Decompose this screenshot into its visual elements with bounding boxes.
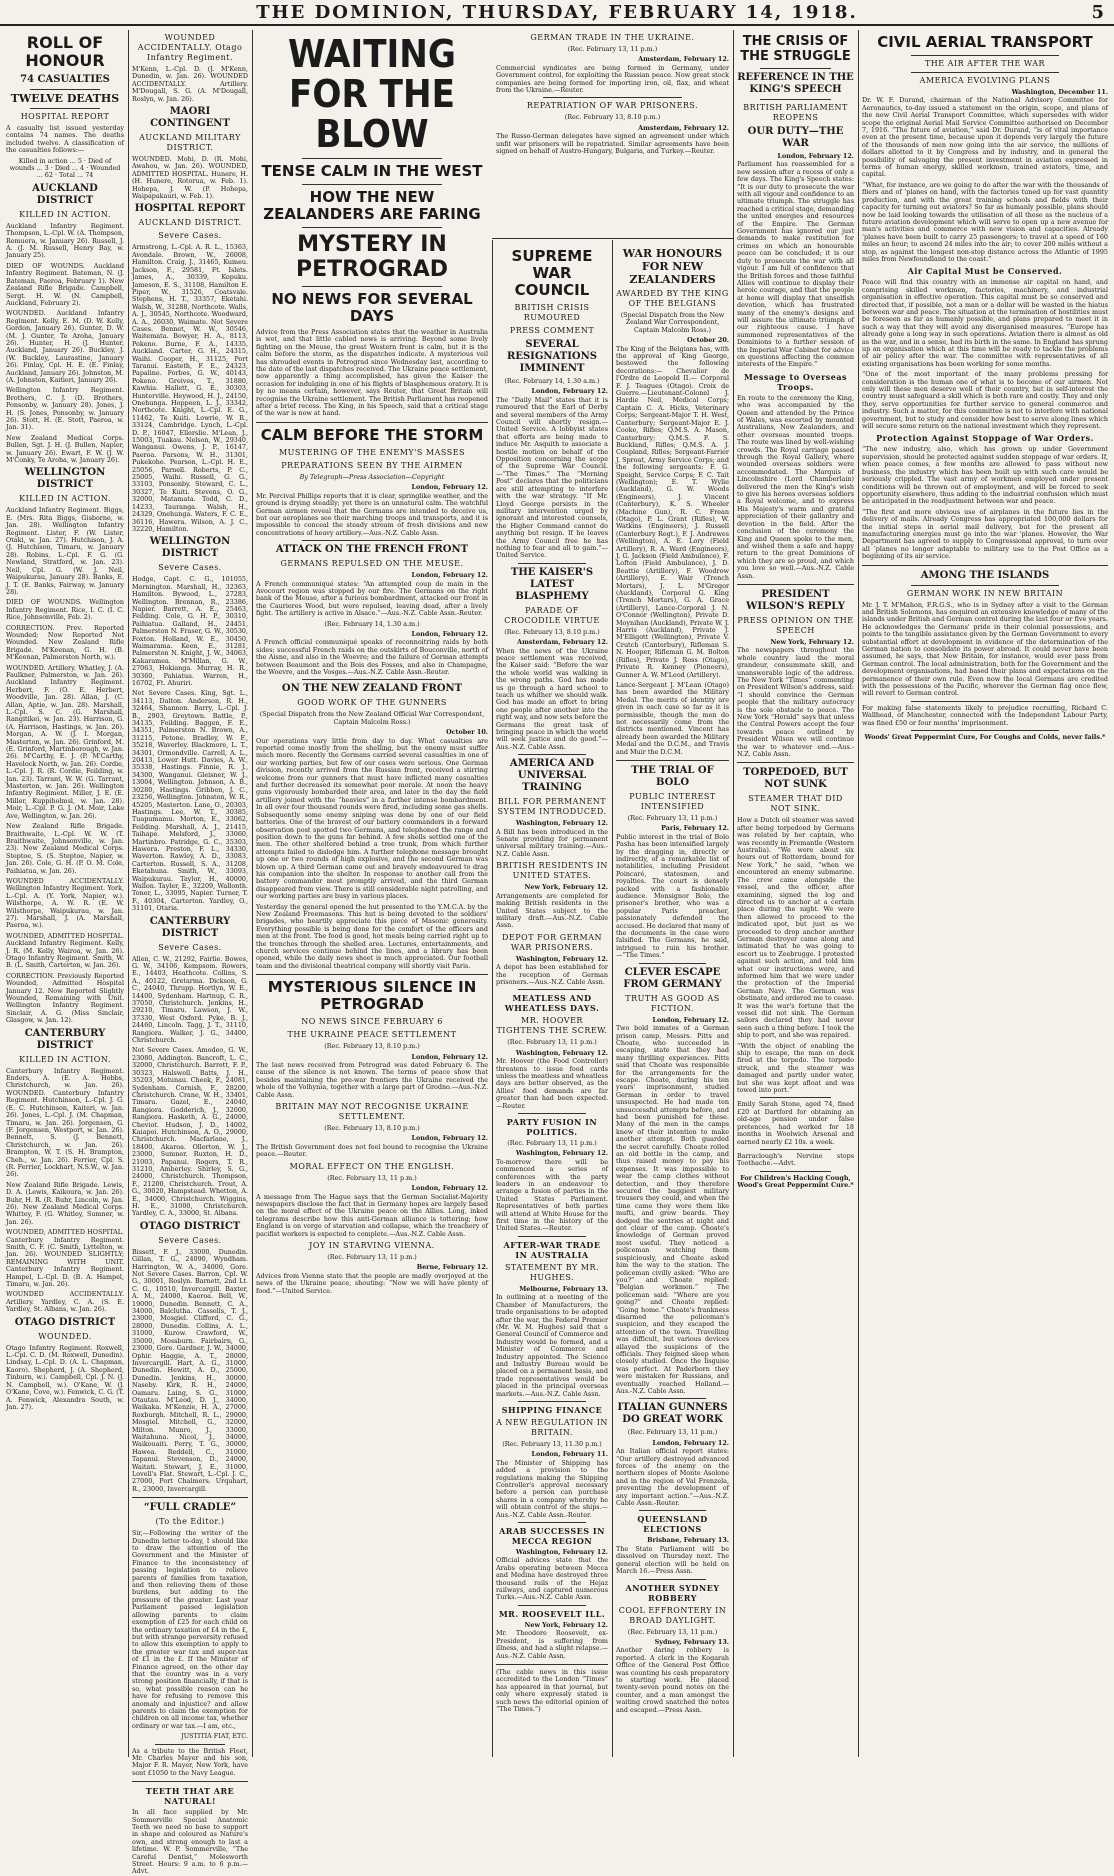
- article-text: Dr. W. F. Durand, chairman of the National Advisory Committee for Aeronautics, to-day issued a statement on the origin, scope, and plans of the new Civil Aerial Transport Committee, which supersedes with wider scope the original Aerial Mail Service Committee authorised on December 7, 1916. “The future of aviation,” said Dr. Durand, “is of vital importance even at the present time, because upon it depends very largely the future of the thousands of men now going into the air service, the millions of dollars allotted to it by Congress and by industry, and in general the possibility of salvaging the present investment in aviation expressed in terms of human energy, skilled workmen, trained aviators, time, and capital.: [862, 96, 1108, 179]
- dateline: Washington, February 12.: [515, 1548, 608, 1557]
- received-line: (Rec. February 13, 11 p.m.): [627, 1627, 718, 1636]
- article-text: En route to the ceremony the King, who was accompanied by the Queen and attended by the Prince of Wales, was escorted by mounted Australians, New Zealanders, and other overseas mounted troops. The route was lined by well-wishing crowds. The Royal carriage passed through the Royal Gallery, where wounded overseas soldiers were accommodated. The Marquis of Lincolnshire (Lord Chamberlain) delivered the men the King's wish to give his heroes overseas soldiers a Royal welcome, and to express His Majesty's warm and grateful appreciation of their gallantry and devotion in the field. After the conclusion of the ceremony the King and Queen spoke to the men, and wished them a safe and happy return to the great Dominions of which they are so proud, and which you love so well.—Aus.-N.Z. Cable Assn.: [737, 393, 854, 580]
- received-line: (Rec. February 13, 8.10 p.m.): [324, 1124, 420, 1133]
- article-text: Yesterday the general opened the hut presented to the Y.M.C.A. by the New Zealand Freemasons. This hut is being devoted to the soldiers' brigades, who heartily appreciate this piece of Masonic generosity. Everything possible is being done for the comfort of the officers and men at the front. The food is good, hot meals being carried right up to the trenches through the shelled area. Lectures, entertainments, and church services continue behind the lines, and a library has been opened, while the daily news sheet is much appreciated. Our football team and the divisional theatrical company will shortly visit Paris.: [256, 902, 488, 970]
- casualty-list: New Zealand Medical Corps. Bullen, Sgt. J. H. (J. Bullen, Napier, w. January 26). Ewart, F. W. (J. W. M'Conky, Te Aroha, w. January 26).: [6, 433, 124, 465]
- dateline: London, February 12.: [411, 1184, 488, 1193]
- subheadline: BILL FOR PERMANENT SYSTEM INTRODUCED.: [497, 797, 607, 817]
- column-rule: [612, 240, 613, 1757]
- received-line: (Rec. February 13, 8.10 p.m.): [504, 627, 600, 636]
- column-hospital-report: [132, 30, 248, 1876]
- headline: PRESIDENT WILSON'S REPLY: [746, 588, 845, 612]
- article-text: The State Parliament will be dissolved on Thursday next. The general election will be held on March 16.—Press Assn.: [616, 1544, 729, 1576]
- article-text: Peace will find this country with an immense air capital on hand, and comprising skilled workmen, factories, machinery, and industrial organisation in effective operation. This capital must be so conserved and directed that, if possible, not a man or a dollar will be wasted in the hiatus between war and peace. The situation at the termination of hostilities must be foreseen as far as humanly possible, and plans prepared to meet it in such a way that they will avoid any disorganised measures. “Europe has already gone a long way in such operations. Aviation there is almost as old as the war, and in a sense, had its birth in the same. In England has sprung up an organisation which at this time will be ready to tackle the problems of air policy after the war. The committee with representatives of all existing organisations has been working for some months.: [862, 278, 1108, 368]
- headline: AFTER-WAR TRADE IN AUSTRALIA: [503, 1239, 601, 1260]
- subheadline: THE AIR AFTER THE WAR: [924, 59, 1046, 68]
- article-text: A Bill has been introduced in the Senate providing for permanent universal military training.—Aus.-N.Z. Cable Assn.: [496, 827, 608, 858]
- received-line: (Rec. February 13, 11 p.m.): [567, 45, 658, 53]
- column-rule: [733, 30, 734, 1757]
- news-paragraph: For making false statements likely to prejudice recruiting, Richard C. Wallhead, of Manchester, connected with the Independent Labour Party, was fined £50 or four months' imprisonment.: [862, 703, 1108, 727]
- dateline: Melbourne, February 13.: [519, 1284, 608, 1293]
- headline: QUEENSLAND ELECTIONS: [637, 1514, 708, 1535]
- casualty-list: WOUNDED, ADMITTED HOSPITAL. Canterbury Infantry Regiment. Smith, C. F. (C. Smith, Lyttelton, w. Jan. 26). WOUNDED SLIGHTLY; REMAINING WITH UNIT. Canterbury Infantry Regiment. Hampel, L.-Cpl. D. (B. A. Hampel, Timaru, w. Jan. 26).: [6, 1228, 124, 1289]
- section-heading: WELLINGTON DISTRICT: [149, 536, 231, 560]
- subheadline: THE UKRAINE PEACE SETTLEMENT: [287, 1030, 457, 1040]
- casualty-list: Auckland Infantry Regiment. Biggs, E. (Mrs. Rita Biggs, Gisborne, w. Jan. 28). Wellington Infantry Regiment. Lister, F. (W. Lister, Otaki, w. Jan. 27). Hutchison, J. A. (J. Hutchison, Timaru, w. January 28). Robins, L.-Cpl. F. G. (G. Newland, Stratford, w. Jan. 23). Neil, Cpl. G. (W. J. Neil, Waipukurau, January 28). Banks, E. J. T. (E. Banks, Fairway, w. January 28).: [6, 506, 124, 596]
- dateline: London, February 12.: [531, 387, 608, 396]
- section-heading: WELLINGTON DISTRICT: [24, 467, 106, 491]
- dateline: London, February 12.: [411, 1134, 488, 1143]
- column-war-news: [256, 30, 488, 1757]
- hospital-list: Bissett, F. J., 33000, Dunedin. Gillan, T. G., 24090, Wyndham. Harrington, W. A., 34000, Gore. Not Severe Cases. Barron, Cpl. W. G., 30001, Roslyn. Barnett, 2nd Lt. C. G., 10510, Invercargill. Baxter, A. M., 24000, Kaeroa. Bell, W., 19000, Dunedin. Bennett, C. A., 34000, Balclutha. Cassells, T. J., 23000, Mosgiel. Clifford, C. G., 28000, Dunedin. Collins, A. L., 31000, Kurow. Crawford, W., 35000, Mossburn. Fairbairn, G., 23000, Gore. Gardner, J. W., 34000, Ophir. Haggie, A. T., 28000, Invercargill. Hart, A. G., 31000, Dunedin. Hewitt, A. D., 25000, Dunedin. Jenkins, H., 30000, Naseby. Kirk, R. H., 24000, Oamaru. Laing, S. G., 31000, Otautau. M'Leod, D. J., 34000, Waikaka. M'Kenzie, H. A., 27000, Roxburgh. Mitchell, R. L., 29000, Mosgiel. Mitchell, G., 32000, Milton. Munro, J., 33000, Waitahuna. Nicol, J., 34000, Waikouaiti. Perry, T. G., 30000, Hawea. Reddell, C., 31000, Tapanui. Stevenson, D., 24000, Waitati. Stewart, J. E., 31000, Lovell's Flat. Stewart, L.-Cpl. J. C., 27000, Port Chalmers. Urquhart, R., 23000, Invercargill.: [132, 1247, 248, 1493]
- headline: WAR HONOURS FOR NEW ZEALANDERS: [622, 247, 723, 286]
- dateline: Amsterdam, February 12.: [638, 123, 729, 132]
- dateline: Berne, February 12.: [416, 1263, 488, 1272]
- subheadline: GERMANS REPULSED ON THE MEUSE.: [280, 559, 464, 569]
- column-rule: [858, 30, 859, 1757]
- article-text: An Italian official report states: “Our artillery destroyed advanced forces of the enemy on the northern slopes of Monte Asolone and in the region of Val Frenzela, preventing the development of any important action.”—Aus.-N.Z. Cable Assn.-Reuter.: [616, 1447, 729, 1508]
- letter-headline: “FULL CRADLE”: [143, 1502, 237, 1514]
- section-heading: HOSPITAL REPORT: [134, 203, 246, 215]
- headline: CIVIL AERIAL TRANSPORT: [877, 33, 1093, 51]
- article-text: When the news of the Ukraine peace settlement was received, the Kaiser said: “Before the war the whole world was walking in the wrong paths. God has made us go through a hard school to teach us whither we should walk. God has made an effort to bring one people after another into the right way, and now sets before the Germans the great task of bringing peace in which the world will seek justice and do good.”—Aus.-N.Z. Cable Assn.: [496, 646, 608, 751]
- article-text: Official advices state that the Arabs operating between Mecca and Medina have destroyed three thousand rails of the Hejaz railways, and captured numerous Turks.—Aus.-N.Z. Cable Assn.: [496, 1556, 608, 1602]
- subheadline: HOSPITAL REPORT: [20, 112, 110, 121]
- subheadline: BRITISH PARLIAMENT REOPENS: [743, 103, 848, 122]
- received-line: (Rec. February 13, 11 p.m.): [327, 1252, 417, 1261]
- subheadline: BRITISH CRISIS RUMOURED: [514, 303, 590, 322]
- article-text: The Russo-German delegates have signed an agreement under which unfit war prisoners will be repatriated. Similar agreements have been signed on behalf of Austro-Hungary, Bulgaria, and Turkey.—Reuter.: [496, 132, 729, 156]
- subheadline: AWARDED BY THE KING OF THE BELGIANS: [616, 289, 729, 308]
- dispatch-note: (Special Dispatch from the New Zealand Official War Correspondent, Captain Malcolm Ross.): [259, 710, 485, 726]
- subheadline: MORAL EFFECT ON THE ENGLISH.: [289, 1161, 455, 1171]
- subheadline: JOY IN STARVING VIENNA.: [309, 1240, 435, 1250]
- column-crisis-of-struggle: [737, 30, 854, 1757]
- casualty-list: CORRECTION. Previously Reported Wounded, Admitted Hospital January 12. Now Reported Slightly Wounded, Remaining with Unit. Wellington Infantry Regiment. Sinclair, A. G. (Miss Sinclair, Glasgow, w. Jan. 12).: [6, 971, 124, 1025]
- casualty-list: CORRECTION. Prev. Reported Wounded; Now Reported Not Wounded. New Zealand Rifle Brigade. M'Keenan, G. H. (B. M'Keenan, Palmerston North, w.).: [6, 623, 124, 662]
- headline: CALM BEFORE THE STORM: [260, 425, 484, 444]
- received-line: (Rec. February 13, 11 p.m.): [627, 813, 718, 822]
- top-span-ukraine: [496, 30, 729, 236]
- main-headline: WAITING FOR THE BLOW: [288, 32, 456, 156]
- section-subheading: KILLED IN ACTION.: [19, 209, 111, 219]
- letter-text: Sir,—Following the writer of the Dunedin letter to-day, I should like to draw the attention of the Government and the Minister of Finance to the inconsistency of passing legislation to relieve parents of families from taxation, and then relieving them of those burdens, but adding to the pressure of the greater. Last year Parliament passed legislation allowing parents to claim exemption of £25 for each child on the ordinary taxation of £4 in the £, but with strange perversity refused to allow this exemption to apply to the greater war tax and super-tax of £1 in the £. If the Minister of Finance agreed, on the other day that the country was in a very strong position financially, if that is so, what possible reason can he have for refusing to remove this anomaly and injustice? and allow parents to claim the exemption for children on all income tax, whether ordinary or war tax.—I am, etc.,: [132, 1529, 248, 1730]
- casualty-list: WOUNDED. Mohi, D. (R. Mohi, Awahou, w. Jan. 26). WOUNDED, ADMITTED HOSPITAL. Hunere, H. (H. Hunere, Rotorua, w. Feb. 1). Hohepa, J. W. (P. Hohepa, Waipapakauri, w. Feb. 1).: [132, 155, 248, 201]
- dateline: London, February 11.: [531, 1450, 608, 1459]
- subheadline: COOL EFFRONTERY IN BROAD DAYLIGHT.: [618, 1605, 727, 1625]
- section-heading: CANTERBURY DISTRICT: [24, 1027, 106, 1051]
- letter-signature: JUSTITIA FIAT, ETC.: [181, 1732, 248, 1741]
- advertisement-text: In all face supplied by Mr. Sommerville Special Anatomic Teeth we need no base to support in shape and coloured as Nature's own, and strong enough to last a lifetime. W. P. Sommerville, “The Careful Dentist,” Molesworth Street. Hours: 9 a.m. to 6 p.m.—Advt.: [132, 1808, 248, 1876]
- headline: CLEVER ESCAPE FROM GERMANY: [623, 966, 722, 990]
- received-line: (Rec. February 13, 11 p.m.): [507, 1038, 597, 1047]
- section-heading: MAORI CONTINGENT: [150, 106, 230, 130]
- subheadline: MR. HOOVER TIGHTENS THE SCREW.: [496, 1016, 608, 1036]
- column-civil-aerial-transport: [862, 30, 1108, 1757]
- article-text: “What, for instance, are we going to do after the war with the thousands of fliers and of ‘planes on hand, with the factories tuned up for vast quantity production, and with the great training schools and fields with their capacity for turning out aviators? So far as humanly possible, plans should now be laid looking towards the utilisation of all these as the nucleus of a future aviation development which will serve to open up a new avenue for man's activities and commerce with new vision and capacities. Already ‘planes have been built to carry 25 passengers; to travel at a speed of 160 miles an hour; to ascend 24 miles into the air; to cover 200 miles without a stop, as against the longest non-stop distance across the Atlantic of 1995 miles from Newfoundland to the coast.”: [862, 180, 1108, 263]
- news-paragraph: As a tribute to the British Fleet, Mr. Charles Mayer and his son, Major F. R. Mayer, New York, have sent £1050 to the Navy League.: [132, 1746, 248, 1777]
- article-text: How a Dutch oil steamer was saved after being torpedoed by Germans was related by her captain, who was recently in Fremantle (Western Australia). “We were about six hours out of Rotterdam, bound for New York,” he said, “when we encountered an enemy submarine. The crew came alongside the vessel, and the officer, after examining, signed the log and directed us to anchor at a certain place during the night. We were then allowed to proceed to the indicated spot, but just as we proceeded to drop anchor another German destroyer came along and intimated that he was going to escort us to Zeebrugge. I protested against such action, and told him what our instructions were, and informed him that we were under the protection of the Imperial German Navy. The German was obstinate, and ordered me to cease. It was the war's fortune that the vessel did not sink. The German sailors declared they had never seen such a thing before. I took the ship to port, and she was repaired.: [737, 816, 854, 1040]
- article-text: “With the object of enabling the ship to escape, the man on deck fired at the torpedo. The torpedo struck, and the steamer was damaged and partly under water, but she was kept afloat and was towed into port.”: [737, 1041, 854, 1095]
- dateline: London, February 12.: [777, 152, 854, 160]
- casualty-list: New Zealand Rifle Brigade. Braithwaite, L.-Cpl. W. W. (T. Braithwaite, Johnsonville, w. Jan. 23). New Zealand Medical Corps. Steptoe, S. (S. Steptoe, Napier, w. Jan. 26). Cole, G. H. (P. O. M. Cole, Paihiatua, w. Jan. 26).: [6, 822, 124, 875]
- article-text: A French communiqué states: “An attempted coup de main in the Avocourt region was stopped by our fire. The Germans on the right bank of the Meuse, after a furious bombardment, attacked our front in the Caurieres Wood, but were repulsed, leaving dead, after a lively fight. The artillery is active in Alsace.”—Aus.-N.Z. Cable Assn.-Reuter.: [256, 579, 488, 618]
- subheadline: PREPARATIONS SEEN BY THE AIRMEN: [281, 460, 463, 470]
- subheadline: 74 CASUALTIES: [20, 74, 110, 85]
- column-war-honours: [616, 244, 729, 1757]
- subheadline: AMERICA EVOLVING PLANS: [919, 76, 1051, 85]
- headline: MYSTERIOUS SILENCE IN PETROGRAD: [267, 978, 477, 1014]
- dateline: London, February 12.: [411, 1052, 488, 1061]
- casualty-list: New Zealand Rifle Brigade. Lewis, D. A. (Lewis, Kaikoura, w. Jan. 26). Buhr, H. R. (R. Buhr, Lincoln, w. Jan. 26). New Zealand Medical Corps. Whittey, F. (G. Whitley, Sumner, w. Jan. 26).: [6, 1180, 124, 1226]
- section-rule: [492, 238, 733, 239]
- article-text: “One of the most important of the many problems pressing for consideration is the human one of what is to become of our airmen. Not only will these men deserve well of their country, but in self-interest the country must safeguard a skill which is both rare and costly. They and only they, serve opportunities for further service to general commerce and industry. Such a matter, for this committee is not to interfere with national government, but to study and consider how best to serve along lines which will secure some return on the national investment which they represent.: [862, 370, 1108, 431]
- section-heading: OTAGO DISTRICT: [139, 1220, 241, 1232]
- article-text: The “Daily Mail” states that it is rumoured that the Earl of Derby and several members of the Army Council will shortly resign.—United Service. A lobbyist states that efforts are being made to induce Mr. Asquith to associate a hostile motion on behalf of the Opposition concerning the scope of the Supreme War Council.—“The Times.” The “Morning Post” declares that the politicians are still attempting to interfere with the war strategy. “If Mr. Lloyd George persists in the military intervention urged by ignorant and interested counsels, the Higher Command cannot do anything but resign. If he leaves the Army Council free he has nothing to fear and all to gain.”—United Service.: [496, 395, 608, 560]
- subheadline: DEPOT FOR GERMAN WAR PRISONERS.: [502, 932, 602, 952]
- section-subheading: Severe Cases.: [158, 231, 222, 241]
- section-heading: Air Capital Must be Conserved.: [907, 266, 1063, 277]
- headline: TORPEDOED, BUT NOT SUNK: [743, 767, 848, 791]
- masthead-title: THE DOMINION, THURSDAY, FEBRUARY 14, 1918.: [256, 2, 858, 23]
- received-line: (Rec. February 13, 11 p.m.): [507, 1139, 597, 1147]
- column-rule: [128, 30, 129, 1757]
- subheadline: TRUTH AS GOOD AS FICTION.: [625, 993, 720, 1013]
- dateline: London, February 12.: [411, 483, 488, 492]
- headline: MEATLESS AND WHEATLESS DAYS.: [504, 993, 600, 1014]
- advertisement-text: For Children's Hacking Cough, Wood's Great Peppermint Cure.*: [737, 1173, 854, 1190]
- subheadline: PRESS OPINION ON THE SPEECH: [737, 615, 854, 635]
- dateline: Washington, February 12.: [515, 954, 608, 963]
- section-subheading: Severe Cases.: [158, 942, 222, 952]
- article-text: A casualty list issued yesterday contains 74 names. The deaths included twelve. A classification of the casualties follows:—: [6, 124, 124, 155]
- copyright-line: By Telegraph—Press Association—Copyright: [299, 472, 445, 481]
- masthead: [0, 0, 1114, 26]
- column-rule: [252, 30, 253, 1757]
- section-heading: CANTERBURY DISTRICT: [149, 915, 231, 939]
- headline: GERMAN TRADE IN THE UKRAINE.: [530, 33, 695, 42]
- headline: THE KAISER'S LATEST BLASPHEMY: [510, 566, 594, 602]
- dateline: Washington, February 12.: [515, 1149, 608, 1158]
- column-supreme-war-council: [496, 244, 608, 1757]
- article-text: Advices from Vienna state that the people are madly overjoyed at the news of the Ukraine peace, shouting: “Now we will have plenty of food.”—United Service.: [256, 1271, 488, 1295]
- letter-subheading: (To the Editor.): [155, 1517, 225, 1527]
- headline: TENSE CALM IN THE WEST: [261, 162, 483, 180]
- hospital-list: Armstrong, L.-Cpl. A. R. L., 15363, Avondale. Brown, W., 26008, Hamilton. Craig, J., 31465, Kumeu. Jackson, F., 29581, Ft. Islets. James, A., 30339, Kopuku. Jameson, E. S., 31108, Hamilton E. Piper, W., 31526, Coatsvale. Stephens, H. T., 33357, Eketahi. Walsh, W., 31288, Northcote. Walls, A. J., 30545, Northcote. Woodward, A. A., 26030, Waimate. Not Severe Cases. Bennet, W. W., 30546, Waitemata. Bowyer, H. A., 8113, Pokeno. Burne, F. A., 14335, Auckland. Carter, G. H., 24315, Waihi. Cooper, H., 31125, Port Taranui. Easteth, F. E., 24323, Papaline. Forbes, G. W., 40143, Pokeno. Greives, T., 31880, Kawhia. Hallett, G. E., 30303, Hunterville. Heywood, H. J., 24150, Onehunga. Hoppeen, L. J., 33342, Northcote. Knight, L.-Cpl. E. G., 11462, Te Kuiti. Lowrie, W. R., 33124, Cambridge. Lynch, L.-Cpl. D. P., 16047, Ellerslie. M'Lean, J., 15003, Tuakau. Nelson, W., 29340, Wanganui. Owens, J. P., 16147, Paeroa. Parsons, W. H., 31301, Pukekohe. Pearson, L.-Cpl. H. E., 25056, Parnell. Roberts, P. C., 25005, Waihi. Russell, G. G., 33103, Ponsonby. Steward, C. L., 30327, Te Kuiti. Stevens, O. G., 32000, Matamata. Todd, C. D., 14233, Tauranga. Walsh, H., 24329, Onehunga. Waters, F. C. E., 36116, Hawera. Wilson, A. J. C., 32220, Hamilton.: [132, 243, 248, 533]
- article-text: To-morrow there will be commenced a series of conferences with the party leaders in an endeavour to arrange a fusion of parties in the United States Parliament. Representatives of both parties will attend at White House for the first time in the history of the United States.—Reuter.: [496, 1157, 608, 1233]
- article-text: The last news received from Petrograd was dated February 6. The cause of the silence is not known. The terms of peace show that besides maintaining the pre-war frontiers the Ukraine received the whole of the Volhynia, together with a large part of Grodno.—Aus.-N.Z. Cable Assn.: [256, 1061, 488, 1099]
- subheadline: GERMAN WORK IN NEW BRITAIN: [906, 588, 1064, 598]
- casualty-list: WOUNDED. Auckland Infantry Regiment. Kelly, E. M. (D. W. Kelly, Gordon, January 26). Gunter, D. W. (M. J. Gunter, Te Aroha, January 26). Hunter, H. (J. Hunter, Auckland, January 26). Buckley, J. (W. Buckley, Laurastine, January 26). Finlay, Cpl. H. E. (E. Finlay, Auckland, January 26). Johnston, M. (A. Johnston, Kaitieri, January 26).: [6, 309, 124, 384]
- dateline: London, February 12.: [411, 629, 488, 638]
- article-text: The newspapers throughout the whole country laud the moral grandeur, consummate skill, and unanswerable logic of the address. The New York “Times” commenting on President Wilson's address, said: “I should convince the German people that the military autocracy is the sole obstacle to peace. The New York “Herald” says that unless the Central Powers accept the four towards peace outlined by President Wilson we will continue the war to whatever end.—Aus.-N.Z. Cable Assn.: [737, 646, 854, 759]
- headline: ARAB SUCCESSES IN MECCA REGION: [499, 1526, 605, 1547]
- dateline: New York, February 12.: [524, 883, 608, 892]
- received-line: (Rec. February 14, 1.30 a.m.): [324, 619, 420, 628]
- advertisement-text: Barraclough's Nervine stops Toothache.—Advt.: [737, 1151, 854, 1168]
- casualty-list: WOUNDED ACCIDENTALLY. Artillery. Yardley, C. A. (S. E. Yardley, St. Albans, w. Jan. 26).: [6, 1290, 124, 1314]
- advertisement-text: Woods' Great Peppermint Cure, For Coughs and Colds, never fails.*: [864, 733, 1106, 742]
- article-text: “The first and more obvious use of airplanes in the future lies in the delivery of mails. Already Congress has appropriated 100,000 dollars for the initial steps in aerial mail delivery, but for the present all manufacturing energies must go into the war ‘planes. However, the War Department has agreed to supply to Congressional approval, to turn over all ‘planes no longer adaptable to military use to the Post Office as a beginning of its air service.: [862, 507, 1108, 561]
- article-text: A French official communiqué speaks of reconnoitring raids by both sides; successful French raids on the outskirts of Bouconville, north of the Aisne, and also in the Woevre; and the failure of German attempts between Beaumont and the Bois des Fosses, and also in Champagne, the Woevre, and the Vosges.—Aus.-N.Z. Cable Assn.-Reuter.: [256, 638, 488, 676]
- column-roll-of-honour: [6, 30, 124, 1757]
- headline: ANOTHER SYDNEY ROBBERY: [625, 1582, 720, 1603]
- column-rule: [492, 240, 493, 1757]
- article-text: Our operations vary little from day to day. What casualties are reported come mostly from the shelling, but the enemy must suffer much more. Recently the Germans carried several casualties in one of our working parties, but few of our cases were serious. One German division, recently arrived from the Russian front, received a stirring welcome from our gunners that must have inflicted many casualties and further decreased its somewhat poor morale. At noon the heavy guns vigorously bombarded their area, and later in the day the field artillery joined with the “heavies” in a further intense bombardment. In all over four thousand rounds were fired, including some gas shells. Subsequently some enemy sniping was done by one of our field batteries. One of the bravest of our battery commanders in a forward observation post spotted two Germans, and telephoned the range and position down to the guns far behind. A few shells settled one of the men. The other sheltered behind a tree trunk, from which further attempts failed to dislodge him. A further telephone message brought up one or two rounds of high explosive, and the second German was blown up. A third German came out and bravely endeavoured to drag his companion into the shelter. In response to another call from the battery commander most promptly arrived, and the third German disappeared from view. There is still considerable night patrolling, and our working parties are busy in various places.: [256, 736, 488, 901]
- subheadline: PRESS COMMENT: [509, 326, 595, 335]
- article-text: Public interest in the trial of Bolo Pasha has been intensified largely by the dragging in, directly or indirectly, of a remarkable list of notabilities, including President Poincaré, statesmen, and royalties. The court is densely packed with a fashionable audience. Monsignor Bolo, the prisoner's brother, who was a popular Paris preacher, passionately defended the accused. He declared that many of the documents in the case were falsified. The Germans, he said, intrigued to ruin his brother.—“The Times.”: [616, 832, 729, 960]
- received-line: (Rec. February 13, 11 p.m.): [327, 1173, 417, 1182]
- page-number: 5: [1091, 2, 1104, 23]
- casualty-list: Wellington Infantry Regiment. Brothers, C. J. (D. Brothers, Ponsonby, w. January 28). Jones, J. H. (S. Jones, Ponsonby, w. January 26). Stott, H. (E. Stott, Paeroa, w. Jan. 31).: [6, 386, 124, 432]
- dateline: London, February 12.: [652, 1438, 729, 1447]
- headline: AMONG THE ISLANDS: [920, 569, 1050, 581]
- casualty-tally: Killed in action ... 5 · Died of wounds ... 3 · Died ... 4 · Wounded ... 62 · Total ... 74: [9, 156, 121, 180]
- headline: ITALIAN GUNNERS DO GREAT WORK: [617, 1402, 728, 1426]
- subheadline: GOOD WORK OF THE GUNNERS: [297, 698, 447, 708]
- article-text: Lance-Sergeant J. M'Lean (Otago) has been awarded the Military Medal. The merits of identity are given in each case so far as it is permissible, though the men do not necessarily come from the districts mentioned. Vincent has already been awarded the Military Medal and the D.C.M., and Travis and Muir the D.C.M.: [616, 680, 729, 756]
- article-text: Mr. Percival Phillips reports that it is clear, springlike weather, and the ground is drying steadily; yet there is an unnatural calm. The watchful German airmen reveal that the Germans are intended to deceive us, but our aeroplanes see their marching troops and transports, and it is impossible to conceal the steady stream of fresh divisions and new concentrations of heavy artillery.—Aus.-N.Z. Cable Assn.: [256, 491, 488, 537]
- hospital-list: Allen, C. W., 21292, Fairlie. Bowes, G. W., 34106, Kempsom. Rowers, E., 14403, Heathcote. Collins, S. A., 40122, Gretarma. Dickson, G. C., 24040, Thrupp. Hortlyn, W. E., 14400, Sydenham. Hartnup, C. R., 37050, Christchurch. Jenkins, H., 29210, Timaru. Lawson, J. W., 37330, West Oxford. Pyke, B. J., 24460, Lincoln. Tagg, J. T., 31110, Rangiora. Walker, J. G., 34400, Christchurch.: [132, 954, 248, 1045]
- article-text: Parliament has reassembled for a new session after a recess of only a few days. The King's Speech states: “It is our duty to prosecute the war with all vigour and confidence to an ultimate triumph. The struggle has reached a critical stage, demanding the united energies and resources of the Empire. The German Government has ignored our just demands to make restitution for crimes on which an honourable peace can be concluded; it is our duty to prosecute the war with all vigour. I am full of confidence that the British forces and those faithful Allies will continue to display their heroic courage, and that the people at home will display that unselfish devotion, which has frustrated many of the enemy's designs and will assure the ultimate triumph of our righteous cause. I have summoned representatives of the Dominions to a further session of the Imperial War Cabinet for advice on questions affecting the common interests of the Empire.”: [737, 160, 854, 369]
- dateline: Paris, February 12.: [661, 824, 729, 833]
- headline: SHIPPING FINANCE: [501, 1404, 603, 1415]
- dateline: Washington, December 11.: [1011, 88, 1108, 96]
- article-text: A message from The Hague says that the German Socialist-Majority newspapers disclose the fact that in Germany hopes are largely based on the moral effect of the Ukraine peace on the Allies. Long, inked telegrams describe how this anti-German alliance is tottering; how England is on verge of starvation and collapse, which the treachery of pacifist workers is expected to complete.—Aus.-N.Z. Cable Assn.: [256, 1192, 488, 1238]
- section-heading: AUCKLAND DISTRICT: [32, 182, 98, 206]
- hospital-list: Not Severe Cases. Amodeo, G. W., 23080, Addington. Bancroft, L. C., 32000, Christchurch. Barrett, F. P., 30323, Halswell. Batts, J. H., 35203, Motunau. Cheek, F., 24081, Sydenham. Cornish, F., 28200, Christchurch. Crane, W. H., 33401, Timaru. Gazel, E., 24040, Rangiora. Godderich, J., 32000, Rangiora. Hasketh, A. G., 24000, Cheviot. Hudson, J. D., 14002, Kaiapoi. Hutchinson, A. O., 29000, Christchurch. Macfarlane, J., 18400, Akaroa. Ollerton, W. J., 23000, Sumner. Ruxton, H. D., 21003, Papanui. Rogers, T. R., 31210, Amberley. Shirley, S. G., 24000, Christchurch. Thompson, F., 21200, Christchurch. Trout, A. G., 30020, Hampstead. Whetton, A. E., 34000, Christchurch. Wiggins, H. E., 31000, Christchurch. Yardley, C. A., 33000, St. Albans.: [132, 1046, 248, 1218]
- casualty-list: Canterbury Infantry Regiment. Enders, A. (E. A. Hobbs, Christchurch, w. Jan. 26). WOUNDED. Canterbury Infantry Regiment. Hutchinson, L.-Cpl. J. G. (E. C. Hutchinson, Kaiteri, w. Jan. 26). Jones, L.-Cpl. J. (M. Chapman, Timaru, w. Jan. 26). Jorgensen, G. (F. Jorgensen, Westport, w. Jan. 26). Bennett, S. (J. Bennett, Christchurch, w. Jan. 26). Brampton, W. T. (S. H. Brampton, Cheh., w. Jan. 26). Ferrier, Cpl. S. (R. Ferrier, Lockhart, N.S.W., w. Jan. 26).: [6, 1066, 124, 1179]
- dateline: Washington, February 12.: [515, 1048, 608, 1057]
- section-heading: OTAGO DISTRICT: [14, 1316, 116, 1328]
- hospital-list: Hodge, Capt. C. G., 101055, Mornington. Marshall, H., 32363, Hamilton. Bywood, L., 27283, Wellington. Brennan, R., 23386, Napier. Barrett, A. E., 25463, Feilding. Cole, G. H. P., 30310, Paihiatua. Galland, H., 24451, Palmerston N. Fraser, G. W., 30530, Foxton. Holland, W. E., 30450, Waimarama. Keen, E., 31281, Palmerston N. Knight, J. W., 34063, Kakaramea. M'Millan, G. W., 27063, Hokianga. Murray, H. R., 30360, Pahiatua. Warren, H., 16702, Ft. Ahuriri.: [132, 575, 248, 687]
- subheadline: PUBLIC INTEREST INTENSIFIED: [629, 791, 716, 811]
- subheadline: NO NEWS SINCE FEBRUARY 6: [301, 1017, 443, 1027]
- headline: PARTY FUSION IN POLITICS.: [506, 1117, 598, 1137]
- article-text: The King of the Belgians has, with the approval of King George, bestowed the following decorations:— Chevalier de l'Ordre de Leopold II.— Corporal F. J. Teagues (Otago). Croix de Guerre.—Lieutenant-Colonel J. Hardie Neil, Medical Corps; Captain C. A. Hicks, Veterinary Corps; Sergeant-Major T. H. West, Canterbury; Sergeant-Major E. J. Cooke, Rifles; Q.M.S. A. Mason, Canterbury; Q.M.S. F. S. Buckland, Rifles; Q.M.S. A. J. Coupland, Rifles; Sergeant-Farrier J. Sproat, Army Service Corps; and the following sergeants: F. G. Speight, Service Corps; F. C. Tait (Wellington); E. T. Wylie (Auckland), G. W. Woods (Engineers), J. Vincent (Canterbury), K. S. Wheeler (Machine Gun), R. C. Frean (Otago), P. L. Grant (Rifles), W. Watkins (Engineers), J. Russell (Canterbury Regt.), F. J. Andrewes (Wellington), A. E. Lory (Field Artillery), R. A. Ward (Engineers), J. G. Jackson (Field Ambulance), F. Lofton (Field Ambulance), J. D. Beattie (Artillery), F. Woodrow (Artillery), E. Wair (Trench Mortars), J. L. M'Gregor (Auckland), Corporal G. King (Trench Mortars), G. A. Grace (Artillery), Lance-Corporal J. N. O'Connor (Wellington), Private D. Moynihan (Auckland), Private W. J. Harris (Auckland), Private J. M'Elligott (Wellington), Private V. Crutch (Canterbury), Rifleman S. N. Hooper, Rifleman G. M. Bolton (Rifles), Private J. Ross (Otago), Private R. Kenney (Pioneers), Gunner A. W. M'Leod (Artillery).: [616, 344, 729, 679]
- subheadline: STATEMENT BY MR. HUGHES.: [504, 1262, 600, 1282]
- headline: REPATRIATION OF WAR PRISONERS.: [526, 101, 699, 111]
- dateline: New York, February 12.: [524, 1620, 608, 1629]
- subheadline: REFERENCE IN THE KING'S SPEECH: [737, 72, 854, 95]
- article-text: Another daring robbery is reported. A clerk in the Kogarah Office of the General Post Office was counting his cash preparatory to starting work. He placed twenty-seven pound notes on the counter, and a man amongst the waiting crowd snatched the notes and escaped.—Press Assn.: [616, 1646, 729, 1714]
- subheadline: BRITAIN MAY NOT RECOGNISE UKRAINE SETTLEMENT.: [275, 1102, 469, 1122]
- dateline: Amsterdam, February 12.: [638, 55, 729, 64]
- article-text: Two bold inmates of a German prison camp, Messrs. Pitts and Choate, who succeeded in escaping, state that they had many thrilling experiences. Pitts said that Choate was responsible for the arrangements for the escape. Choate, during his ten years' imprisonment, studied German in order to travel unsuspected. He had made ten unsuccessful attempts before, and had been punished for these. Many of the men in the camps knew of their intention to make another attempt. Both guarded the secret carefully. Choate rolled an old bottle in the camp, and thus raised money to pay his expenses. It was impossible to wear the camp clothes without detection, and they therefore secured the baggiest military trousers they could, and when the time came they wore them like mufti, and grew beards. They dodged the sentries at night and got clear of the camp. Choate's knowledge of German proved most useful. They noticed a policeman watching them suspiciously, and Choate asked him the way to the station. The policeman civilly asked: “Who are you?” and Choate replied: “Belgian workmen.” The policeman said: “Where are you going?” and Choate replied: “Going home.” Choate's frankness disarmed the policeman's suspicion, and they escaped the attention of the town. Travelling was difficult, but various devices allayed the suspicions of the officials. They feigned sleep when closely studied. Once the lisguise was perfect. At Paderborn they were mistaken for Russians, and eventually reached Holland.—Aus.-N.Z. Cable Assn.: [616, 1024, 729, 1395]
- article-text: In outlining at a meeting of the Chamber of Manufacturers, the trade organisations to be adopted after the war, the Federal Premier (Mr. W. M. Hughes) said that a General Council of Commerce and Industry would be formed, and a Minister of Commerce and Industry appointed. The Science and Industry Bureau would be placed on a permanent basis, and trade representatives would be placed in the principal overseas markets.—Aus.-N.Z. Cable Assn.: [496, 1293, 608, 1398]
- casualty-list: WOUNDED, ADMITTED HOSPITAL. Auckland Infantry Regiment. Kelly, J. R. (M. Kelly, Wairoa, w. Jan. 26). Otago Infantry Regiment. Smith, W. B. (L. Smith, Carterton, w. Jan. 26).: [6, 931, 124, 970]
- article-text: The British Government does not feel bound to recognise the Ukraine peace.—Reuter.: [256, 1142, 488, 1159]
- headline: THE CRISIS OF THE STRUGGLE: [740, 34, 851, 64]
- dispatch-note: (Special Dispatch from the New Zealand War Correspondent, Captain Malcolm Ross.): [620, 311, 725, 334]
- headline: NO NEWS FOR SEVERAL DAYS: [271, 290, 473, 325]
- casualty-list: DIED OF WOUNDS. Auckland Infantry Regiment. Bateman, N. (J. Bateman, Paeroa, February 1). New Zealand Rifle Brigade. Campbell, Sergt. H. W. (N. Campbell, Auckland, February 2).: [6, 261, 124, 307]
- casualty-list: WOUNDED. Artillery. Whatley, J. (A. Faulkner, Palmerston, w. Jan. 26). Auckland Infantry Regiment. Herbert, F. (O. E. Herbert, Woodville, Jan. 28). Allan, J. (C. Allan, Aptie, w. Jan. 28). Marshall, L.-Cpl. S. C. (G. Marshall, Rangitikei, w. Jan. 23). Harrison, G. (A. Harrison, Hastings, w. Jan. 26). Morgan, A. W. (J. I. Morgan, Masterton, w. Jan. 26). Grinford, M. (E. Grinford, Martinborough, w. Jan. 26). M'Carthy, E. J. (P. M'Carthy, Havelock North, w. Jan. 26). Cordie, L.-Cpl. J. R. (R. Cordie, Feilding, w. Jan. 23). Tarrant, W. W. (G. Tarrant, Masterton, w. Jan. 26). Wellington Infantry Regiment. Miller, J. E. (E. Miller, Kuppiholmsl, w. Jan. 28). Moir, L.-Cpl. P. G. J. (M. Moir, Lake Ave, Wellington, w. Jan. 26).: [6, 663, 124, 820]
- section-subheading: KILLED IN ACTION.: [19, 1054, 111, 1064]
- article-text: Arrangements are completed for making British residents in the United States subject to the military draft.—Aus.-N.Z. Cable Assn.: [496, 891, 608, 930]
- hospital-list: Not Severe Cases. King, Sgt. L., 34113, Dalton. Anderson, R. H., 32464, Shannon. Barry, L.-Cpl. J. B., 2903, Greytown. Battle, P., 34135, Feilding. Baggen, F. E., 34351, Palmerston N. Brown, A., 31215, Petone. Bradley, W. F., 35218, Waverley. Blackmore, L. T., 34301, Ormondville. Carrell, A. L., 20413, Lower Hutt. Davies, A. W., 35338, Hastings. Finnie, R. J., 34300, Wanganui. Gleisner, W. J., 13004, Wellington. Johnson, A. B., 30280, Hastings. Gribben, J. C., 23256, Wellington. Johnston, W. R., 45205, Masterton. Lane, O., 20303, Hastings. Lee, W. T., 30385, Tuapumamu. Morton, E., 33062, Feilding. Marshall, A. J., 21415, Taihape. Melsford, J., 33060, Martinbro. Patridge, G. C., 35303, Hawera. Preston, F. L., 34330, Waverton. Rawley, A. D., 33083, Carterton. Russell, S. A., 31208, Eketahuna. Smith, W., 33093, Waipukurau. Taylor, H., 40000, Wallon. Tayler, E., 32209, Wallonth. Toner, L., 33095, Napier. Turner, T. F., 40304, Carterton. Yardley, O., 31101, Otaria.: [132, 689, 248, 913]
- subheadline: MUSTERING OF THE ENEMY'S MASSES: [278, 447, 466, 457]
- headline: ATTACK ON THE FRENCH FRONT: [275, 544, 469, 556]
- casualty-list: Auckland Infantry Regiment. Thompson, L.-Cpl. W. (A. Thompson, Remuera, w. January 26). Russell, J. A. (J. M. Russell, Henry Bay, w. January 25).: [6, 221, 124, 260]
- headline: MR. ROOSEVELT ILL.: [498, 1608, 606, 1619]
- section-subheading: AUCKLAND DISTRICT.: [138, 218, 242, 228]
- casualty-list: WOUNDED ACCIDENTALLY. Wellington Infantry Regiment. York, L.-Cpl. A. (Y. York, Napier, w.). Wilsthorpe, A. W. R. (E. W. Wilsthorpe, Waipukurau, w. Jan. 27). Marshall, J. (A. Marshall, Paeroa, w.).: [6, 876, 124, 930]
- received-line: (Rec. February 13, 11 p.m.): [627, 1428, 718, 1437]
- article-text: “The new industry, also, which has grown up under Government supervision, should be protected against sudden stoppage of war orders. If, when peace comes, a few months are allowed to pass without new business, the industry which has been built up with such care would be seriously crippled. The vast army of workmen employed under present conditions will be thrown out of employment, and will be forced to seek opportunity elsewhere, thus adding to the industrial confusion which must be anticipated in the readjustment between war and peace.: [862, 445, 1108, 506]
- headline: ROLL OF HONOUR: [25, 33, 105, 70]
- advertisement-heading: TEETH THAT ARE NATURAL!: [145, 1786, 235, 1807]
- section-heading: Protection Against Stoppage of War Orders.: [876, 433, 1094, 444]
- dateline: Amsterdam, February 12.: [517, 638, 608, 647]
- dateline: Washington, February 12.: [515, 819, 608, 828]
- times-footnote: (The cable news in this issue accredited to the London “Times” has appeared in that journal, but only where expressly stated is such news the editorial opinion of “The Times.”): [496, 1667, 608, 1713]
- section-subheading: WOUNDED ACCIDENTALLY. Otago Infantry Regiment.: [137, 33, 243, 62]
- article-text: A depot has been established for the reception of German prisoners.—Aus.-N.Z. Cable Assn.: [496, 963, 608, 986]
- headline: AMERICA AND UNIVERSAL TRAINING: [509, 758, 595, 794]
- subheadline: A NEW REGULATION IN BRITAIN.: [496, 1417, 608, 1437]
- dateline: Sydney, February 13.: [654, 1637, 729, 1646]
- headline: MYSTERY IN PETROGRAD: [295, 232, 449, 282]
- subheadline: STEAMER THAT DID NOT SINK.: [748, 794, 843, 814]
- received-line: (Rec. February 14, 1.30 a.m.): [504, 377, 600, 385]
- received-line: (Rec. February 13, 8.10 p.m.): [564, 113, 661, 122]
- casualty-list: Otago Infantry Regiment. Roxwell, L.-Cpl. C. D. (M. Roxwell, Dunedin). Lindsay, L.-Cpl. D. (A. L. Chapman, Kaoro). Shepherd, J. (A. Shepherd, Tinburn, w.). Campbell, Cpl. J. N. (J. N. Campbell, w.). O'Kane, W. (J. O'Kane, Cove, w.). Fenwick, C. G. (T. A. Fenwick, Alexandra South, w. Jan. 27).: [6, 1343, 124, 1411]
- subheadline: OUR DUTY—THE WAR: [747, 126, 844, 149]
- section-subheading: Severe Cases.: [158, 1235, 222, 1245]
- headline: SUPREME WAR COUNCIL: [511, 247, 593, 299]
- headline: HOW THE NEW ZEALANDERS ARE FARING: [263, 188, 481, 223]
- section-subheading: Severe Cases.: [158, 563, 222, 573]
- subheadline: SEVERAL RESIGNATIONS IMMINENT: [507, 339, 597, 374]
- casualty-list: DIED OF WOUNDS. Wellington Infantry Regiment. Rice, I. C. (I. C. Rice, Johnsonville, Feb. 2).: [6, 598, 124, 622]
- subheadline: TWELVE DEATHS: [10, 92, 120, 105]
- received-line: (Rec. February 13, 8.10 p.m.): [324, 1042, 420, 1051]
- dateline: October 10.: [446, 728, 488, 737]
- news-paragraph: Emily Sarah Stone, aged 74, fined £20 at Dartford for obtaining an old-age pension under false pretences, had worked for 18 months in Woolwich Arsenal and earned nearly £2 10s. a week.: [737, 1100, 854, 1146]
- headline: THE TRIAL OF BOLO: [631, 764, 714, 788]
- article-text: Mr. J. T. M'Mahon, F.R.G.S., who is in Sydney after a visit to the German and British Solomons, has enquired an extensive knowledge of many of the islands under British and German control during the last four or five years. He acknowledges the Germans' pride in their colonial possessions, and points to the tangible assistance given by the German Government to every substantial effort at development in evidence of the determination of the German nation to consolidate its power abroad. It could never have been assumed, he says, that New Britain, for instance, would ever pass from German control. The local administration, both for the Government and the development organisations, had based their plans and expectations on the permanence of their own rule. Even now the local Germans are credited with the possessions of the Pacific, wherever the German flag once flew, will revert to German control.: [862, 600, 1108, 698]
- headline: ON THE NEW ZEALAND FRONT: [281, 683, 463, 695]
- article-text: Mr. Hoover (the Food Controller) threatens to issue food cards unless the meatless and wheatless days are better observed, as the Allies' food demands are far greater than had been expected.—Reuter.: [496, 1057, 608, 1110]
- article-text: Mr. Theodore Roosevelt, ex-President, is suffering from illness, and had a slight relapse.—Aus.-N.Z. Cable Assn.: [496, 1629, 608, 1660]
- article-text: Commercial syndicates are being formed in Germany, under Government control, for exploiting the Russian peace. Now great stock companies are being formed for importing iron, oil, flax, and wheat from the Ukraine.—Reuter.: [496, 63, 729, 95]
- section-subheading: AUCKLAND MILITARY DISTRICT.: [139, 133, 241, 153]
- section-heading: Message to Overseas Troops.: [743, 371, 848, 392]
- subheadline: PARADE OF CROCODILE VIRTUE: [504, 605, 600, 625]
- dateline: London, February 12.: [411, 571, 488, 580]
- subheadline: BRITISH RESIDENTS IN UNITED STATES.: [496, 861, 608, 881]
- dateline: October 20.: [687, 336, 729, 345]
- dateline: Brisbane, February 13.: [647, 1536, 729, 1545]
- article-lead: Advice from the Press Association states that the weather in Australia is wet, and that little cabled news is arriving. Beyond some lively fighting on the Meuse, the great Western front is calm, but it is the calm before the storm, as the dispatches indicate. A mysterious veil has shrouded events in Petrograd since Wednesday last, according to the date of the last dispatches received. The Ukraine peace settlement, now apparently a thing accomplished, has given the Kaiser the occasion for indulging in one of his flights of blasphemous oratory. It is by no means certain, however, says Reuter, that Great Britain will recognise the Ukraine settlement. The British Parliament has reopened after a brief recess. The King, in his Speech, said that a critical stage of the war is now at hand.: [256, 328, 488, 418]
- dateline: New York, February 12.: [770, 637, 854, 646]
- article-text: The Minister of Shipping has added a provision to the regulations making the Shipping Controller's approval necessary before a person can purchase shares in a company whereby he will obtain control of the ships.—Aus.-N.Z. Cable Assn.-Reuter.: [496, 1458, 608, 1519]
- section-subheading: WOUNDED.: [38, 1331, 92, 1341]
- dateline: London, February 12.: [652, 1015, 729, 1024]
- received-line: (Rec. February 13, 11.30 p.m.): [502, 1439, 602, 1448]
- section-subheading: KILLED IN ACTION.: [19, 494, 111, 504]
- casualty-list: M'Kenn, L.-Cpl. D. (J. M'Kenn, Dunedin, w. Jan. 26). WOUNDED ACCIDENTALLY. Artillery. M'Dougall, S. G. (A. M'Dougall, Roslyn, w. Jan. 26).: [132, 65, 248, 103]
